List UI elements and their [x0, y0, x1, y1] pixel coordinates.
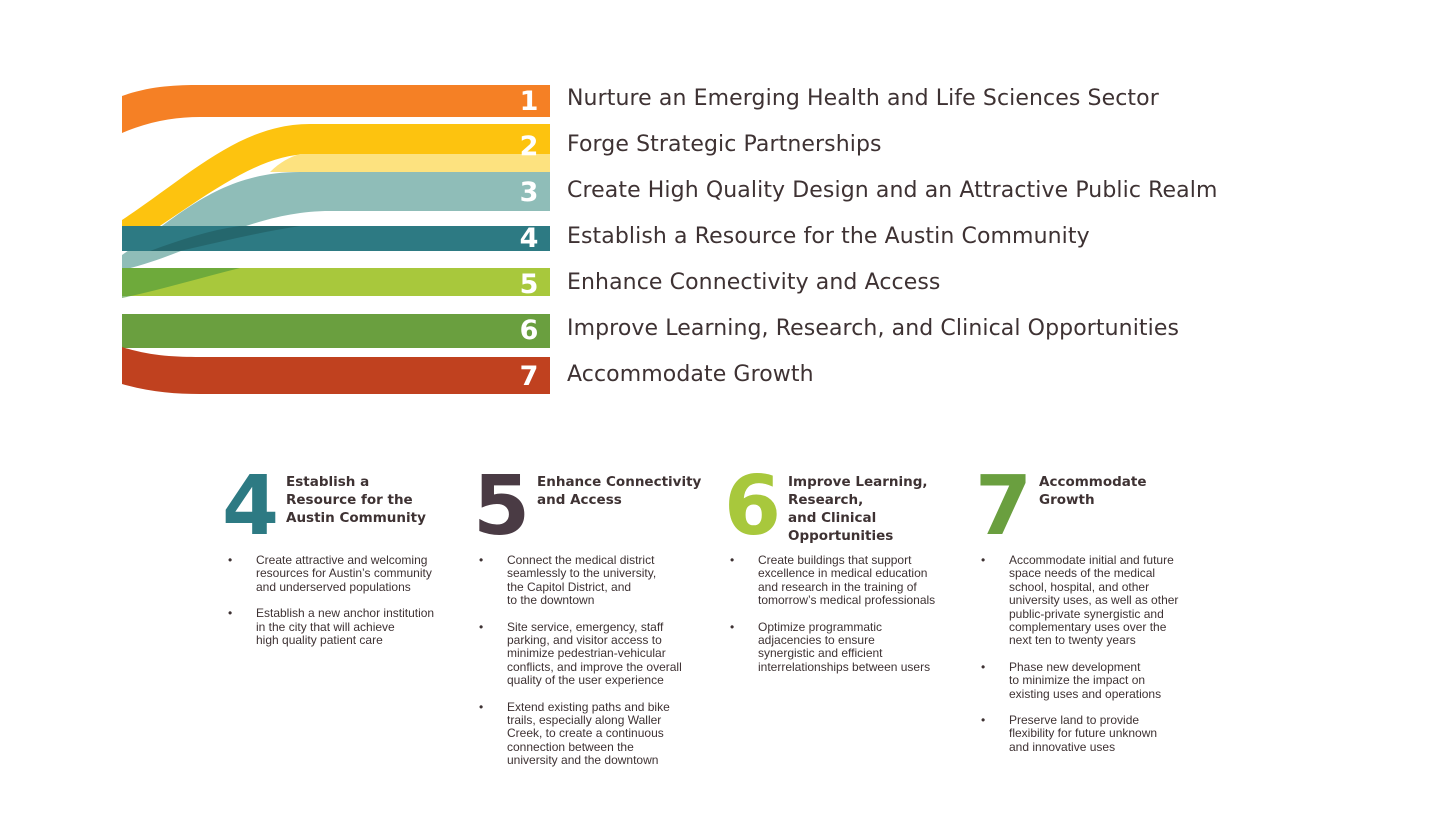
title-line: and Clinical: [788, 510, 877, 526]
bullet-item: [975, 714, 1215, 754]
title-line: Growth: [1039, 492, 1095, 508]
goal-label-2: Forge Strategic Partnerships: [567, 132, 882, 157]
bullet-line: • Connect the medical district: [507, 553, 655, 567]
bullet-line: trails, especially along Waller: [507, 713, 662, 728]
bullet-item: [473, 621, 713, 688]
bullet-line: synergistic and efficient: [758, 646, 883, 661]
bullet-line: to minimize the impact on: [1009, 673, 1146, 688]
detail-bullets-7: [975, 554, 1215, 767]
bullet-item: [222, 554, 462, 594]
title-line: Enhance Connectivity: [537, 474, 702, 490]
bullet-line: university and the downtown: [507, 753, 659, 768]
bullet-line: in the city that will achieve: [256, 619, 395, 634]
bullet-item: [473, 554, 713, 608]
bullet-line: space needs of the medical: [1009, 566, 1156, 581]
bullet-line: minimize pedestrian-vehicular: [507, 646, 666, 661]
goal-label-6: Improve Learning, Research, and Clinical Opportunities: [567, 316, 1180, 341]
goal-number-5: 5: [519, 269, 539, 300]
goal-number-7: 7: [519, 361, 539, 392]
ribbon-7: [122, 347, 550, 394]
bullet-line: tomorrow’s medical professionals: [758, 593, 936, 608]
bullet-line: school, hospital, and other: [1009, 579, 1150, 594]
bullet-item: [222, 607, 462, 647]
bullet-line: interrelationships between users: [758, 659, 931, 674]
detail-number-7: 7: [975, 459, 1033, 554]
bullet-item: [724, 621, 964, 675]
title-line: Establish a: [286, 474, 370, 490]
bullet-line: the Capitol District, and: [507, 579, 632, 594]
detail-number-4: 4: [222, 459, 280, 554]
bullet-line: Creek, to create a continuous: [507, 726, 664, 741]
bullet-line: • Accommodate initial and future: [1009, 553, 1174, 567]
bullet-line: and underserved populations: [256, 579, 411, 594]
goal-label-5: Enhance Connectivity and Access: [567, 270, 941, 295]
bullet-line: complementary uses over the: [1009, 620, 1167, 635]
bullet-item: [724, 554, 964, 608]
bullet-item: [975, 661, 1215, 701]
bullet-line: to the downtown: [507, 593, 595, 608]
bullet-line: • Optimize programmatic: [758, 619, 883, 634]
bullet-line: connection between the: [507, 739, 634, 754]
bullet-line: • Preserve land to provide: [1009, 713, 1140, 728]
goal-label-4: Establish a Resource for the Austin Community: [567, 224, 1090, 249]
goal-number-1: 1: [519, 86, 539, 117]
bullet-line: high quality patient care: [256, 633, 383, 648]
detail-title-7: [1039, 473, 1209, 509]
bullet-line: • Site service, emergency, staff: [507, 619, 664, 634]
goal-label-1: Nurture an Emerging Health and Life Sciences Sector: [567, 86, 1159, 111]
bullet-line: and innovative uses: [1009, 739, 1116, 754]
detail-title-4: [286, 473, 456, 527]
bullet-line: public-private synergistic and: [1009, 606, 1164, 621]
detail-bullets-6: [724, 554, 964, 687]
bullet-line: • Phase new development: [1009, 659, 1141, 674]
bullet-line: • Establish a new anchor institution: [256, 606, 435, 621]
goal-label-3: Create High Quality Design and an Attractive Public Realm: [567, 178, 1218, 203]
title-line: and Access: [537, 492, 622, 508]
title-line: Resource for the: [286, 492, 413, 508]
bullet-line: flexibility for future unknown: [1009, 726, 1158, 741]
detail-title-6: [788, 473, 958, 545]
goal-label-7: Accommodate Growth: [567, 362, 814, 387]
goal-number-6: 6: [519, 315, 539, 346]
title-line: Accommodate: [1039, 474, 1147, 490]
bullet-line: quality of the user experience: [507, 673, 664, 688]
bullet-line: seamlessly to the university,: [507, 566, 657, 581]
bullet-line: resources for Austin’s community: [256, 566, 432, 581]
title-line: Austin Community: [286, 510, 426, 526]
title-line: Research,: [788, 492, 864, 508]
detail-bullets-5: [473, 554, 713, 781]
goal-number-4: 4: [519, 223, 539, 254]
bullet-line: conflicts, and improve the overall: [507, 659, 682, 674]
bullet-line: • Create buildings that support: [758, 553, 912, 567]
title-line: Improve Learning,: [788, 474, 928, 490]
bullet-line: existing uses and operations: [1009, 686, 1162, 701]
detail-number-5: 5: [473, 459, 531, 554]
bullet-line: university uses, as well as other: [1009, 593, 1179, 608]
detail-title-5: [537, 473, 707, 509]
goal-number-3: 3: [519, 177, 539, 208]
ribbon-6: [122, 314, 550, 348]
detail-bullets-4: [222, 554, 462, 660]
goal-number-2: 2: [519, 131, 539, 162]
bullet-line: parking, and visitor access to: [507, 633, 662, 648]
detail-number-6: 6: [724, 459, 782, 554]
bullet-line: • Create attractive and welcoming: [256, 553, 428, 567]
bullet-item: [473, 701, 713, 768]
bullet-line: next ten to twenty years: [1009, 633, 1136, 648]
bullet-line: excellence in medical education: [758, 566, 928, 581]
ribbon-2-light: [270, 154, 550, 172]
bullet-line: adjacencies to ensure: [758, 633, 875, 648]
bullet-item: [975, 554, 1215, 648]
bullet-line: • Extend existing paths and bike: [507, 699, 670, 714]
bullet-line: and research in the training of: [758, 579, 917, 594]
title-line: Opportunities: [788, 528, 894, 544]
